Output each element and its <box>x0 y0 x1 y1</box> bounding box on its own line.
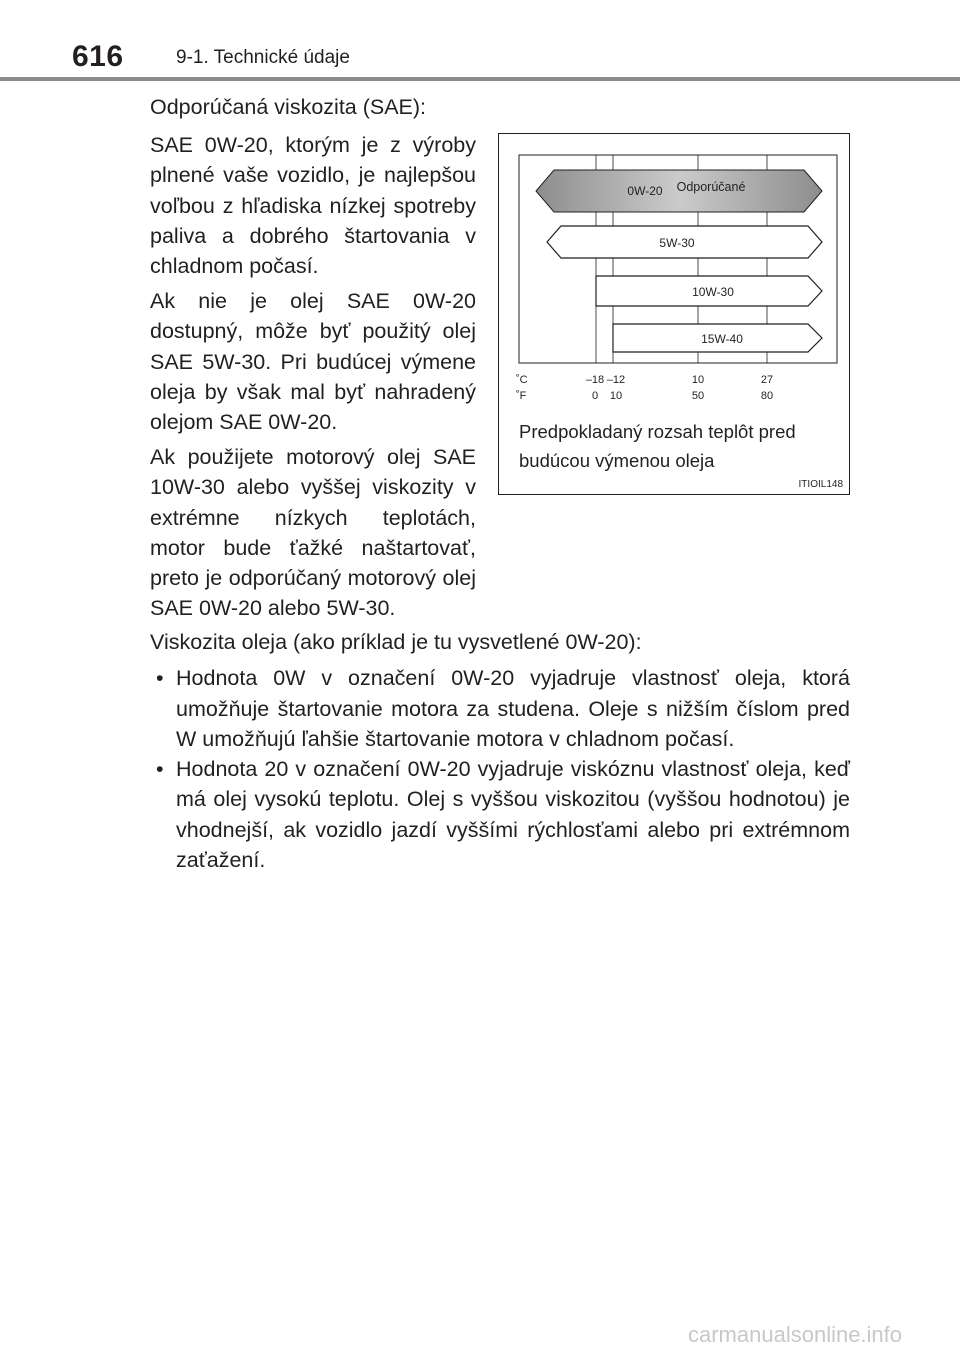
paragraph-cold-start: Ak použijete motorový olej SAE 10W-30 alebo vyššej viskozity v extrémne nízkych teplotách, motor bude ťažké naštartovať, preto je odporúčaný motorový olej SAE 0W-20 alebo 5W-30. <box>150 445 476 621</box>
band-label-5w30: 5W-30 <box>659 236 695 250</box>
bullet-text-20: Hodnota 20 v označení 0W-20 vyjadruje viskóznu vlastnosť oleja, keď má olej vysokú teplotu. Olej s vyššou viskozitou (vyššou hodnotou) je vhodnejší, ak vozidlo jazdí vyššími rýchlosťami alebo pri extrémnom zaťažení. <box>176 757 850 873</box>
header-rule <box>0 77 960 81</box>
paragraph-factory-oil: SAE 0W-20, ktorým je z výroby plnené vaše vozidlo, je najlepšou voľbou z hľadiska nízkej spotreby paliva a dobrého štartovania v chladnom počasí. <box>150 133 476 279</box>
bullet-marker: • <box>156 666 164 691</box>
c-tick-minus18: –18 <box>585 374 605 386</box>
bullet-text-0w: Hodnota 0W v označení 0W-20 vyjadruje vlastnosť oleja, ktorá umožňuje štartovanie motora za studena. Oleje s nižším číslom pred W umožňujú ľahšie štartovanie motora v chladnom počasí. <box>176 666 850 751</box>
viscosity-figure <box>498 133 850 495</box>
c-tick-10: 10 <box>691 374 705 386</box>
celsius-unit: ˚C <box>516 374 528 386</box>
list-item <box>150 754 850 875</box>
bullet-list <box>150 663 850 875</box>
page-number: 616 <box>72 40 124 73</box>
recommended-label: Odporúčané <box>676 180 746 194</box>
list-item <box>150 663 850 754</box>
band-label-10w30: 10W-30 <box>692 285 734 299</box>
watermark: carmanualsonline.info <box>688 1322 903 1347</box>
figure-code: ITIOIL148 <box>798 479 843 490</box>
bullet-marker: • <box>156 757 164 782</box>
f-tick-80: 80 <box>760 390 774 402</box>
section-title: 9-1. Technické údaje <box>176 47 350 68</box>
viscosity-explanation <box>150 627 850 875</box>
fahrenheit-unit: ˚F <box>516 390 527 402</box>
c-tick-27: 27 <box>760 374 774 386</box>
figure-caption: Predpokladaný rozsah teplôt pred budúcou výmenou oleja <box>519 421 796 471</box>
f-tick-50: 50 <box>691 390 705 402</box>
f-tick-0: 0 <box>591 390 599 402</box>
paragraph-alternative-oil: Ak nie je olej SAE 0W-20 dostupný, môže byť použitý olej SAE 5W-30. Pri budúcej výmene oleja by však mal byť nahradený olejom SAE 0W-20. <box>150 289 476 435</box>
band-label-0w20: 0W-20 <box>627 184 663 198</box>
band-label-15w40: 15W-40 <box>701 332 743 346</box>
viscosity-heading: Viskozita oleja (ako príklad je tu vysvetlené 0W-20): <box>150 630 642 654</box>
intro-text: Odporúčaná viskozita (SAE): <box>150 95 427 119</box>
f-tick-10: 10 <box>609 390 623 402</box>
c-tick-minus12: –12 <box>606 374 626 386</box>
